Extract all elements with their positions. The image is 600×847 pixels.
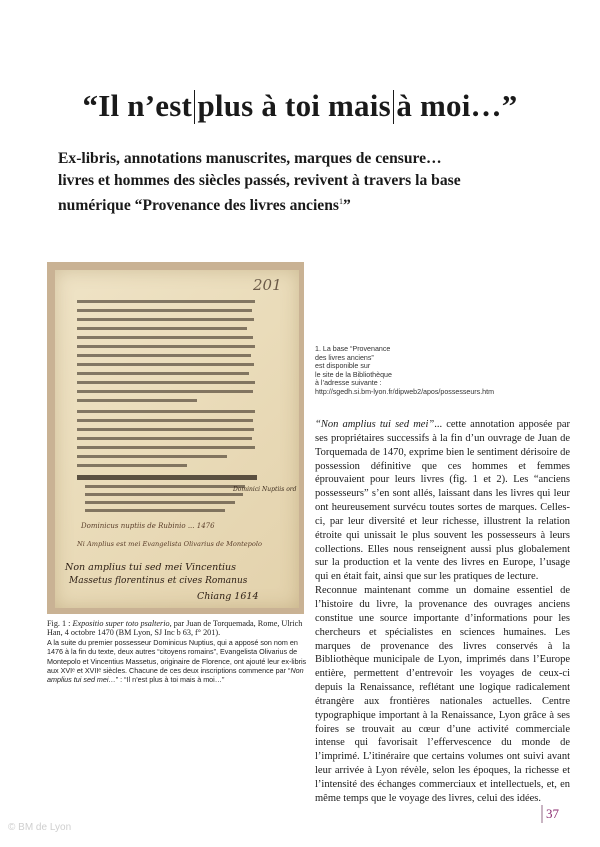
footnote-line: à l’adresse suivante :	[315, 379, 382, 388]
printed-line	[77, 455, 227, 458]
page-number: 37	[546, 806, 559, 821]
subtitle-line-2: livres et hommes des siècles passés, revivent à travers la base	[58, 171, 461, 189]
handwritten-margin-note: Dominici Nuptiis ord	[233, 486, 297, 493]
handwritten-inscription-2: Massetus florentinus et cives Romanus	[69, 576, 248, 586]
text-cursor-2	[393, 90, 395, 124]
footnote-line: est disponible sur	[315, 362, 371, 371]
handwritten-inscription-date: Chiang 1614	[197, 591, 259, 602]
printed-line	[85, 501, 235, 504]
article-title	[20, 88, 580, 124]
caption-body: A la suite du premier possesseur Dominicus Nuptius, qui a apposé son nom en 1476 à la fin du texte, deux autres “citoyens romains”, Evangelista Olivarius de Montepolo et Vincentius Massetus, originaire de Florence, ont ajouté leur ex-libris aux XVIᵉ et XVIIᵉ siècles. Chacune de ces deux inscriptions commence par “	[47, 637, 307, 676]
incunable-page	[55, 270, 299, 608]
subtitle-line-1: Ex-libris, annotations manuscrites, marques de censure…	[58, 150, 442, 167]
footnote-ref: 1	[338, 197, 343, 206]
printed-line	[77, 399, 197, 402]
printed-heading	[77, 475, 257, 480]
subtitle-line-3-end: ”	[342, 197, 351, 215]
caption-lead: Fig. 1 :	[47, 619, 73, 628]
printed-line	[77, 318, 254, 321]
printed-line	[77, 410, 255, 413]
printed-line	[85, 485, 245, 488]
printed-line	[77, 419, 253, 422]
handwritten-inscription-1: Non amplius tui sed mei Vincentius	[65, 562, 237, 573]
article-subtitle	[58, 148, 578, 217]
printed-line	[77, 446, 255, 449]
body-paragraph-1	[315, 418, 570, 584]
printed-line	[77, 345, 255, 348]
subtitle-line-3-text: numérique “Provenance des livres anciens	[58, 197, 339, 215]
caption-details: , par Juan de Torquemada, Rome, Ulrich Han, 4 octobre 1470 (BM Lyon, SJ Inc b 63, f° 201).	[47, 619, 303, 638]
printed-line	[77, 437, 252, 440]
handwritten-owner-note-2: Ni Amplius est mei Evangelista Olivarius de Montepolo	[77, 540, 262, 548]
body-paragraph-2: Reconnue maintenant comme un domaine essentiel de l’histoire du livre, la provenance des ouvrages anciens constitue une source importante d’informations pour les chercheurs et spécialistes en sciences humaines. Les marques de provenance des livres conservés à la Bibliothèque municipale de Lyon, imprimés dans l’Europe entière, permettent d’entrevoir les voyages de ceux-ci depuis la Renaissance, reflétant une logique radicalement étrangère aux frontières nationales actuelles. Centre typographique important à la Renaissance, Lyon grâce à ses foires se trouvait au cœur d’une activité commerciale intense qui favorisait l’effervescence du monde de l’imprimé. L’itinéraire que certains volumes ont suivi avant leur arrivée à Lyon révèle, selon les époques, la richesse et l’intensité des échanges commerciaux et intellectuels, et, en même temps que le voyage des livres, celui des idées.	[315, 585, 570, 804]
printed-line	[77, 464, 187, 467]
image-credit-watermark: © BM de Lyon	[8, 822, 72, 833]
printed-line	[77, 327, 247, 330]
printed-line	[85, 509, 225, 512]
printed-line	[77, 381, 255, 384]
caption-text	[47, 638, 309, 685]
caption-book-title: Expositio super toto psalterio	[72, 619, 170, 628]
printed-line	[77, 300, 255, 303]
subtitle-line-3	[58, 191, 578, 217]
caption-heading	[47, 619, 309, 638]
body-paragraph-1-text: ... cette annotation apposée par ses propriétaires successifs à la fin d’un ouvrage de Juan de Torquemada de 1470, exprime bien le sentiment dérisoire de possession définitive que ces hommes et femmes éprouvaient pour leurs livres (fig. 1 et 2). Les “anciens possesseurs” s’en sont allés, laissant dans les livres qui leur ont heureusement survécu toutes sortes de marques. Celles-ci, par leur diversité et leur richesse, illustrent la relation étroite qui unissait le plus souvent les possesseurs à leurs collections. Elles nous renseignent aussi plus globalement sur la production et la vente des livres en Europe, l’usage qui en était fait, ainsi que sur les pratiques de lecture.	[315, 419, 570, 583]
footnote-line: des livres anciens”	[315, 353, 374, 362]
printed-line	[85, 493, 243, 496]
text-cursor-1	[194, 90, 196, 124]
printed-line	[77, 372, 249, 375]
footnote-line: le site de la Bibliothèque	[315, 370, 392, 379]
caption-quote: Non amplius tui sed mei…	[47, 666, 304, 685]
caption-body-end: ” : “Il n’est plus à toi mais à moi…”	[115, 675, 225, 685]
footnote-url[interactable]: http://sgedh.si.bm-lyon.fr/dipweb2/apos/possesseurs.htm	[315, 387, 495, 396]
footnote	[315, 345, 585, 397]
printed-line	[77, 363, 254, 366]
body-quote: “Non amplius tui sed mei”	[315, 419, 435, 430]
handwritten-owner-note-1: Dominicus nuptiis de Rubinio ... 1476	[81, 522, 215, 530]
printed-line	[77, 336, 253, 339]
printed-line	[77, 428, 254, 431]
printed-line	[77, 354, 251, 357]
figure-caption	[47, 619, 309, 685]
footnote-line: 1. La base “Provenance	[315, 345, 391, 353]
article-body	[315, 418, 570, 806]
printed-line	[77, 390, 253, 393]
printed-line	[77, 309, 252, 312]
handwritten-folio-number: 201	[253, 276, 282, 294]
title-part-1: “Il n’est	[82, 88, 192, 123]
title-part-3: à moi…”	[396, 88, 518, 123]
title-part-2: plus à toi mais	[197, 88, 391, 123]
page-number-rule	[541, 805, 543, 823]
